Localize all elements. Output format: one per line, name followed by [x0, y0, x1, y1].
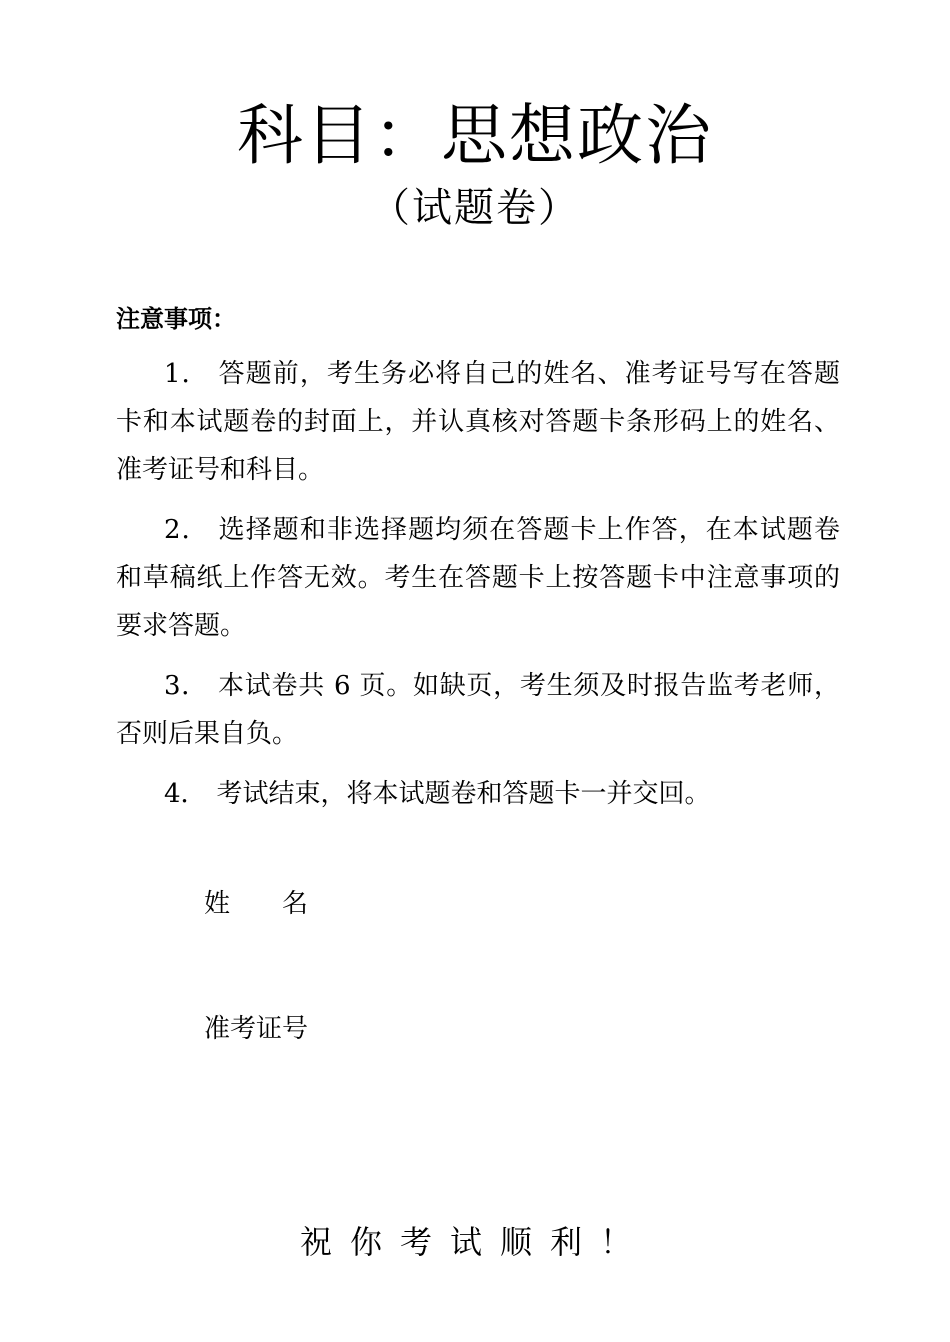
notice-list	[116, 350, 840, 830]
name-field	[204, 886, 308, 922]
notice-item-text: 考试结束，将本试题卷和答题卡一并交回。	[216, 779, 711, 809]
notice-item-4	[116, 770, 840, 818]
notice-item-1	[116, 350, 840, 494]
notice-item-number: 4．	[164, 779, 207, 809]
notice-item-2	[116, 506, 840, 650]
notice-item-text: 本试卷共 6 页。如缺页，考生须及时报告监考老师，否则后果自负。	[116, 671, 840, 749]
notice-heading: 注意事项：	[116, 305, 236, 333]
notice-item-number: 3．	[164, 671, 209, 701]
notice-item-3	[116, 662, 840, 758]
exam-id-field	[204, 1011, 308, 1047]
name-label-char-1: 姓	[204, 889, 231, 919]
name-label	[204, 889, 308, 919]
notice-item-number: 1．	[164, 359, 209, 389]
notice-item-number: 2．	[164, 515, 209, 545]
name-label-char-2: 名	[282, 889, 309, 919]
footer-blessing: 祝你考试顺利！	[299, 1223, 650, 1261]
page-subtitle: （试题卷）	[370, 185, 580, 231]
page-title: 科目：思想政治	[237, 97, 713, 174]
notice-item-text: 答题前，考生务必将自己的姓名、准考证号写在答题卡和本试题卷的封面上，并认真核对答题卡条形码上的姓名、准考证号和科目。	[116, 359, 840, 485]
exam-id-label: 准考证号	[204, 1014, 309, 1044]
notice-item-text: 选择题和非选择题均须在答题卡上作答，在本试题卷和草稿纸上作答无效。考生在答题卡上按答题卡中注意事项的要求答题。	[116, 515, 840, 641]
